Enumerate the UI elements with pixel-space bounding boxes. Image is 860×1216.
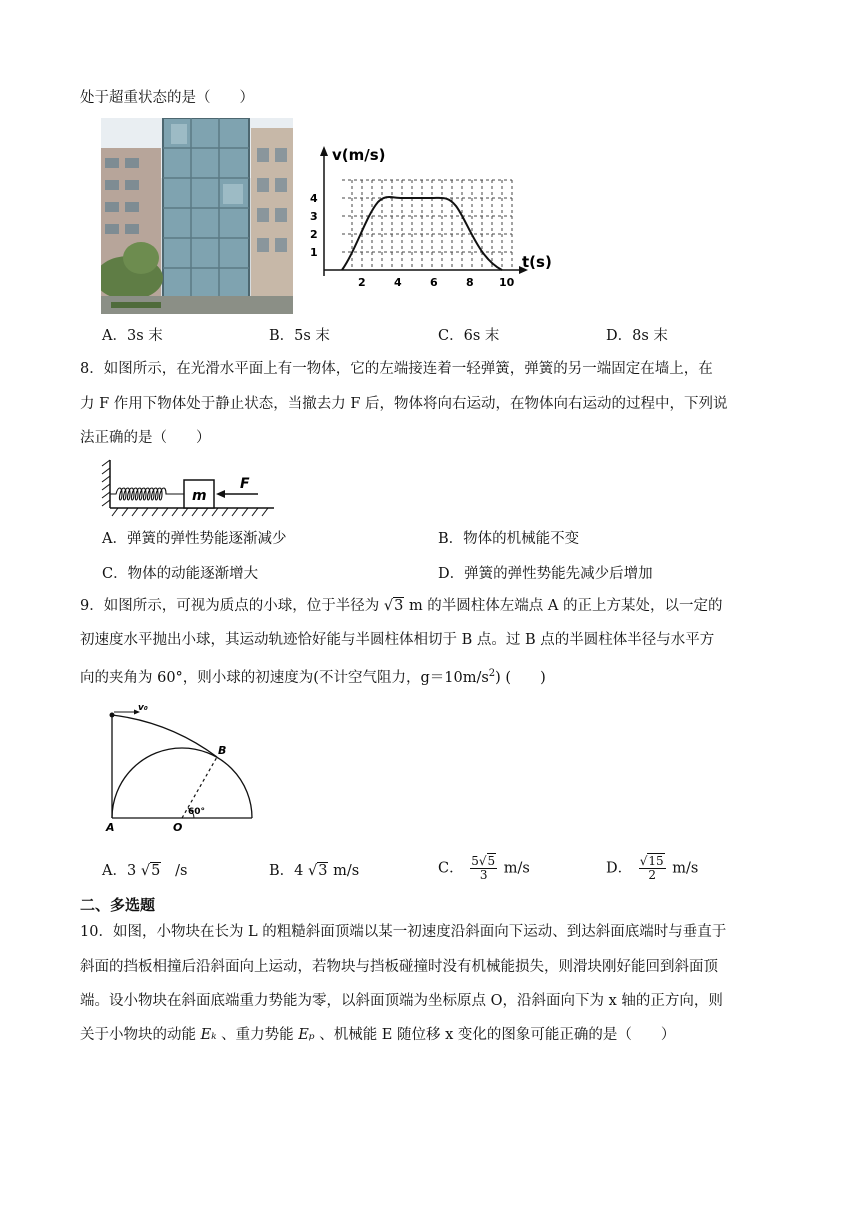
v0-label: v₀ xyxy=(138,703,148,713)
spring xyxy=(110,488,184,500)
t-axis-label: t(s) xyxy=(522,253,552,271)
q7-option-b[interactable]: B．5s 末 xyxy=(269,328,330,344)
q10-stem-line-3: 端。设小物块在斜面底端重力势能为零，以斜面顶端为坐标原点 O，沿斜面向下为 x 轴的正方向，则 xyxy=(80,993,723,1009)
x-tick-8: 8 xyxy=(466,276,474,289)
velocity-time-graph xyxy=(306,140,566,290)
q10-stem-line-2: 斜面的挡板相撞后沿斜面向上运动，若物块与挡板碰撞时没有机械能损失，则滑块刚好能回到斜面顶 xyxy=(80,959,718,975)
q9-option-b[interactable]: B．4 √3 m/s xyxy=(269,863,360,879)
force-arrowhead xyxy=(216,490,225,498)
y-tick-2: 2 xyxy=(310,228,318,241)
elevator-photo xyxy=(101,118,293,314)
fraction: $\frac{√15}{2}$ xyxy=(639,854,664,882)
q7-option-c[interactable]: C．6s 末 xyxy=(438,328,500,344)
y-tick-1: 1 xyxy=(310,246,318,259)
wall-hatching xyxy=(102,460,110,506)
x-tick-4: 4 xyxy=(394,276,402,289)
q8-stem-line-3: 法正确的是（ ） xyxy=(80,430,211,446)
semicylinder-figure xyxy=(100,700,260,836)
q8-stem-line-2: 力 F 作用下物体处于静止状态，当撤去力 F 后，物体将向右运动，在物体向右运动的过程中，下列说 xyxy=(80,396,728,412)
y-tick-4: 4 xyxy=(310,192,318,205)
q9-stem-line-2: 初速度水平抛出小球，其运动轨迹恰好能与半圆柱体相切于 B 点。过 B 点的半圆柱体半径与水平方 xyxy=(80,632,715,648)
x-tick-2: 2 xyxy=(358,276,366,289)
fraction: $\frac{5√5}{3}$ xyxy=(471,854,496,882)
q9-option-d[interactable]: D． $\frac{√15}{2}$ m/s xyxy=(606,854,699,882)
spring-block-figure xyxy=(98,456,278,518)
q8-option-b[interactable]: B．物体的机械能不变 xyxy=(438,531,580,547)
y-tick-3: 3 xyxy=(310,210,318,223)
point-b-label: B xyxy=(218,744,227,757)
point-a-label: A xyxy=(106,821,115,834)
q9-stem-line-1: 9．如图所示，可视为质点的小球，位于半径为 √3 m 的半圆柱体左端点 A 的正上方某处，以一定的 xyxy=(80,598,723,614)
q8-option-d[interactable]: D．弹簧的弹性势能先减少后增加 xyxy=(438,566,653,582)
q10-stem-line-1: 10．如图，小物块在长为 L 的粗糙斜面顶端以某一初速度沿斜面向下运动、到达斜面底端时与垂直于 xyxy=(80,924,727,940)
section-heading: 二、多选题 xyxy=(80,896,156,914)
force-label: F xyxy=(240,476,250,492)
x-tick-6: 6 xyxy=(430,276,438,289)
semicircle xyxy=(112,748,252,818)
q9-stem-line-3: 向的夹角为 60°，则小球的初速度为(不计空气阻力，$g=10m/s^2$) ( ) xyxy=(80,668,546,686)
q9-option-c[interactable]: C． $\frac{5√5}{3}$ m/s xyxy=(438,854,530,882)
q8-stem-line-1: 8．如图所示，在光滑水平面上有一物体，它的左端接连着一轻弹簧，弹簧的另一端固定在墙上，在 xyxy=(80,361,713,377)
point-o-label: O xyxy=(173,821,183,834)
q7-option-a[interactable]: A．3s 末 xyxy=(102,328,163,344)
v-axis-label: v(m/s) xyxy=(332,146,386,164)
v-axis-arrow xyxy=(320,146,328,156)
floor-hatching xyxy=(112,508,268,516)
mass-label: m xyxy=(192,488,207,504)
q9-option-a[interactable]: A．3 √5 /s xyxy=(102,863,188,879)
q8-option-c[interactable]: C．物体的动能逐渐增大 xyxy=(102,566,259,582)
q8-option-a[interactable]: A．弹簧的弹性势能逐渐减少 xyxy=(102,531,287,547)
q7-stem-tail: 处于超重状态的是（ ） xyxy=(80,90,254,106)
q7-option-d[interactable]: D．8s 末 xyxy=(606,328,668,344)
angle-label: 60° xyxy=(188,807,206,817)
q10-stem-line-4: 关于小物块的动能 Eₖ 、重力势能 Eₚ 、机械能 E 随位移 x 变化的图象可能正确的是（ ） xyxy=(80,1027,676,1043)
ball xyxy=(110,713,115,718)
x-tick-10: 10 xyxy=(499,276,515,289)
